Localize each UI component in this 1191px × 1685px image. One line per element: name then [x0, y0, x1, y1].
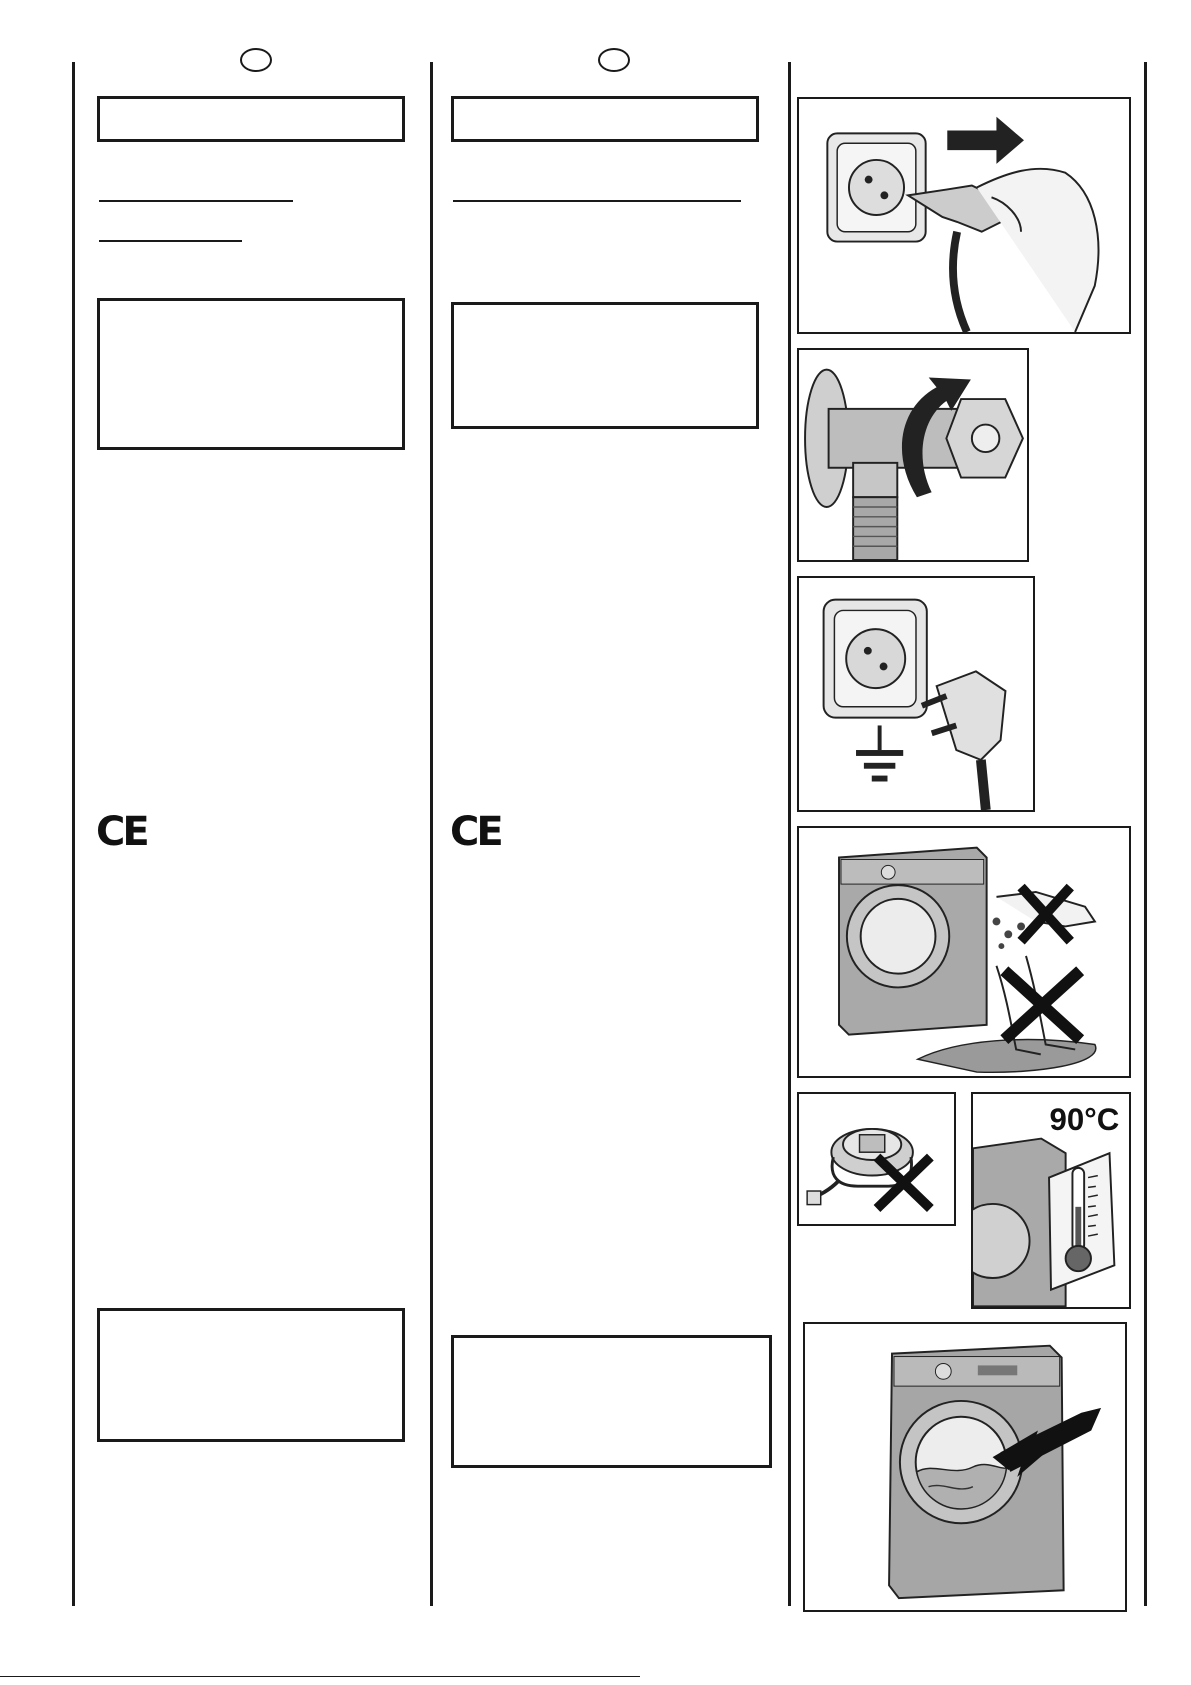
figure-close-water-tap: [797, 348, 1029, 562]
figure-no-wet-hands-feet: [797, 826, 1131, 1078]
bottom-margin-rule: [0, 1676, 640, 1677]
heading-underline-left-2: [99, 240, 242, 242]
temperature-label: 90°C: [1049, 1101, 1120, 1137]
language-badge-left: [240, 48, 272, 72]
language-badge-right: [598, 48, 630, 72]
figure-no-extension-reel: [797, 1092, 956, 1226]
figure-water-in-drum: [803, 1322, 1127, 1612]
section-title-box-left: [97, 96, 405, 142]
figure-earthed-socket: [797, 576, 1035, 812]
column-divider-left: [72, 62, 75, 1606]
heading-underline-left-1: [99, 200, 293, 202]
warning-box-right-bottom: [451, 1335, 772, 1468]
warning-box-left-bottom: [97, 1308, 405, 1442]
column-divider-middle: [430, 62, 433, 1606]
figure-hot-temperature: [971, 1092, 1131, 1309]
heading-underline-right: [453, 200, 741, 202]
column-divider-right: [788, 62, 791, 1606]
ce-mark-right: CE: [450, 809, 501, 855]
section-title-box-right: [451, 96, 759, 142]
warning-box-left-top: [97, 298, 405, 450]
ce-mark-left: CE: [96, 809, 147, 855]
warning-box-right-top: [451, 302, 759, 429]
column-divider-far-right: [1144, 62, 1147, 1606]
figure-unplug-socket: [797, 97, 1131, 334]
